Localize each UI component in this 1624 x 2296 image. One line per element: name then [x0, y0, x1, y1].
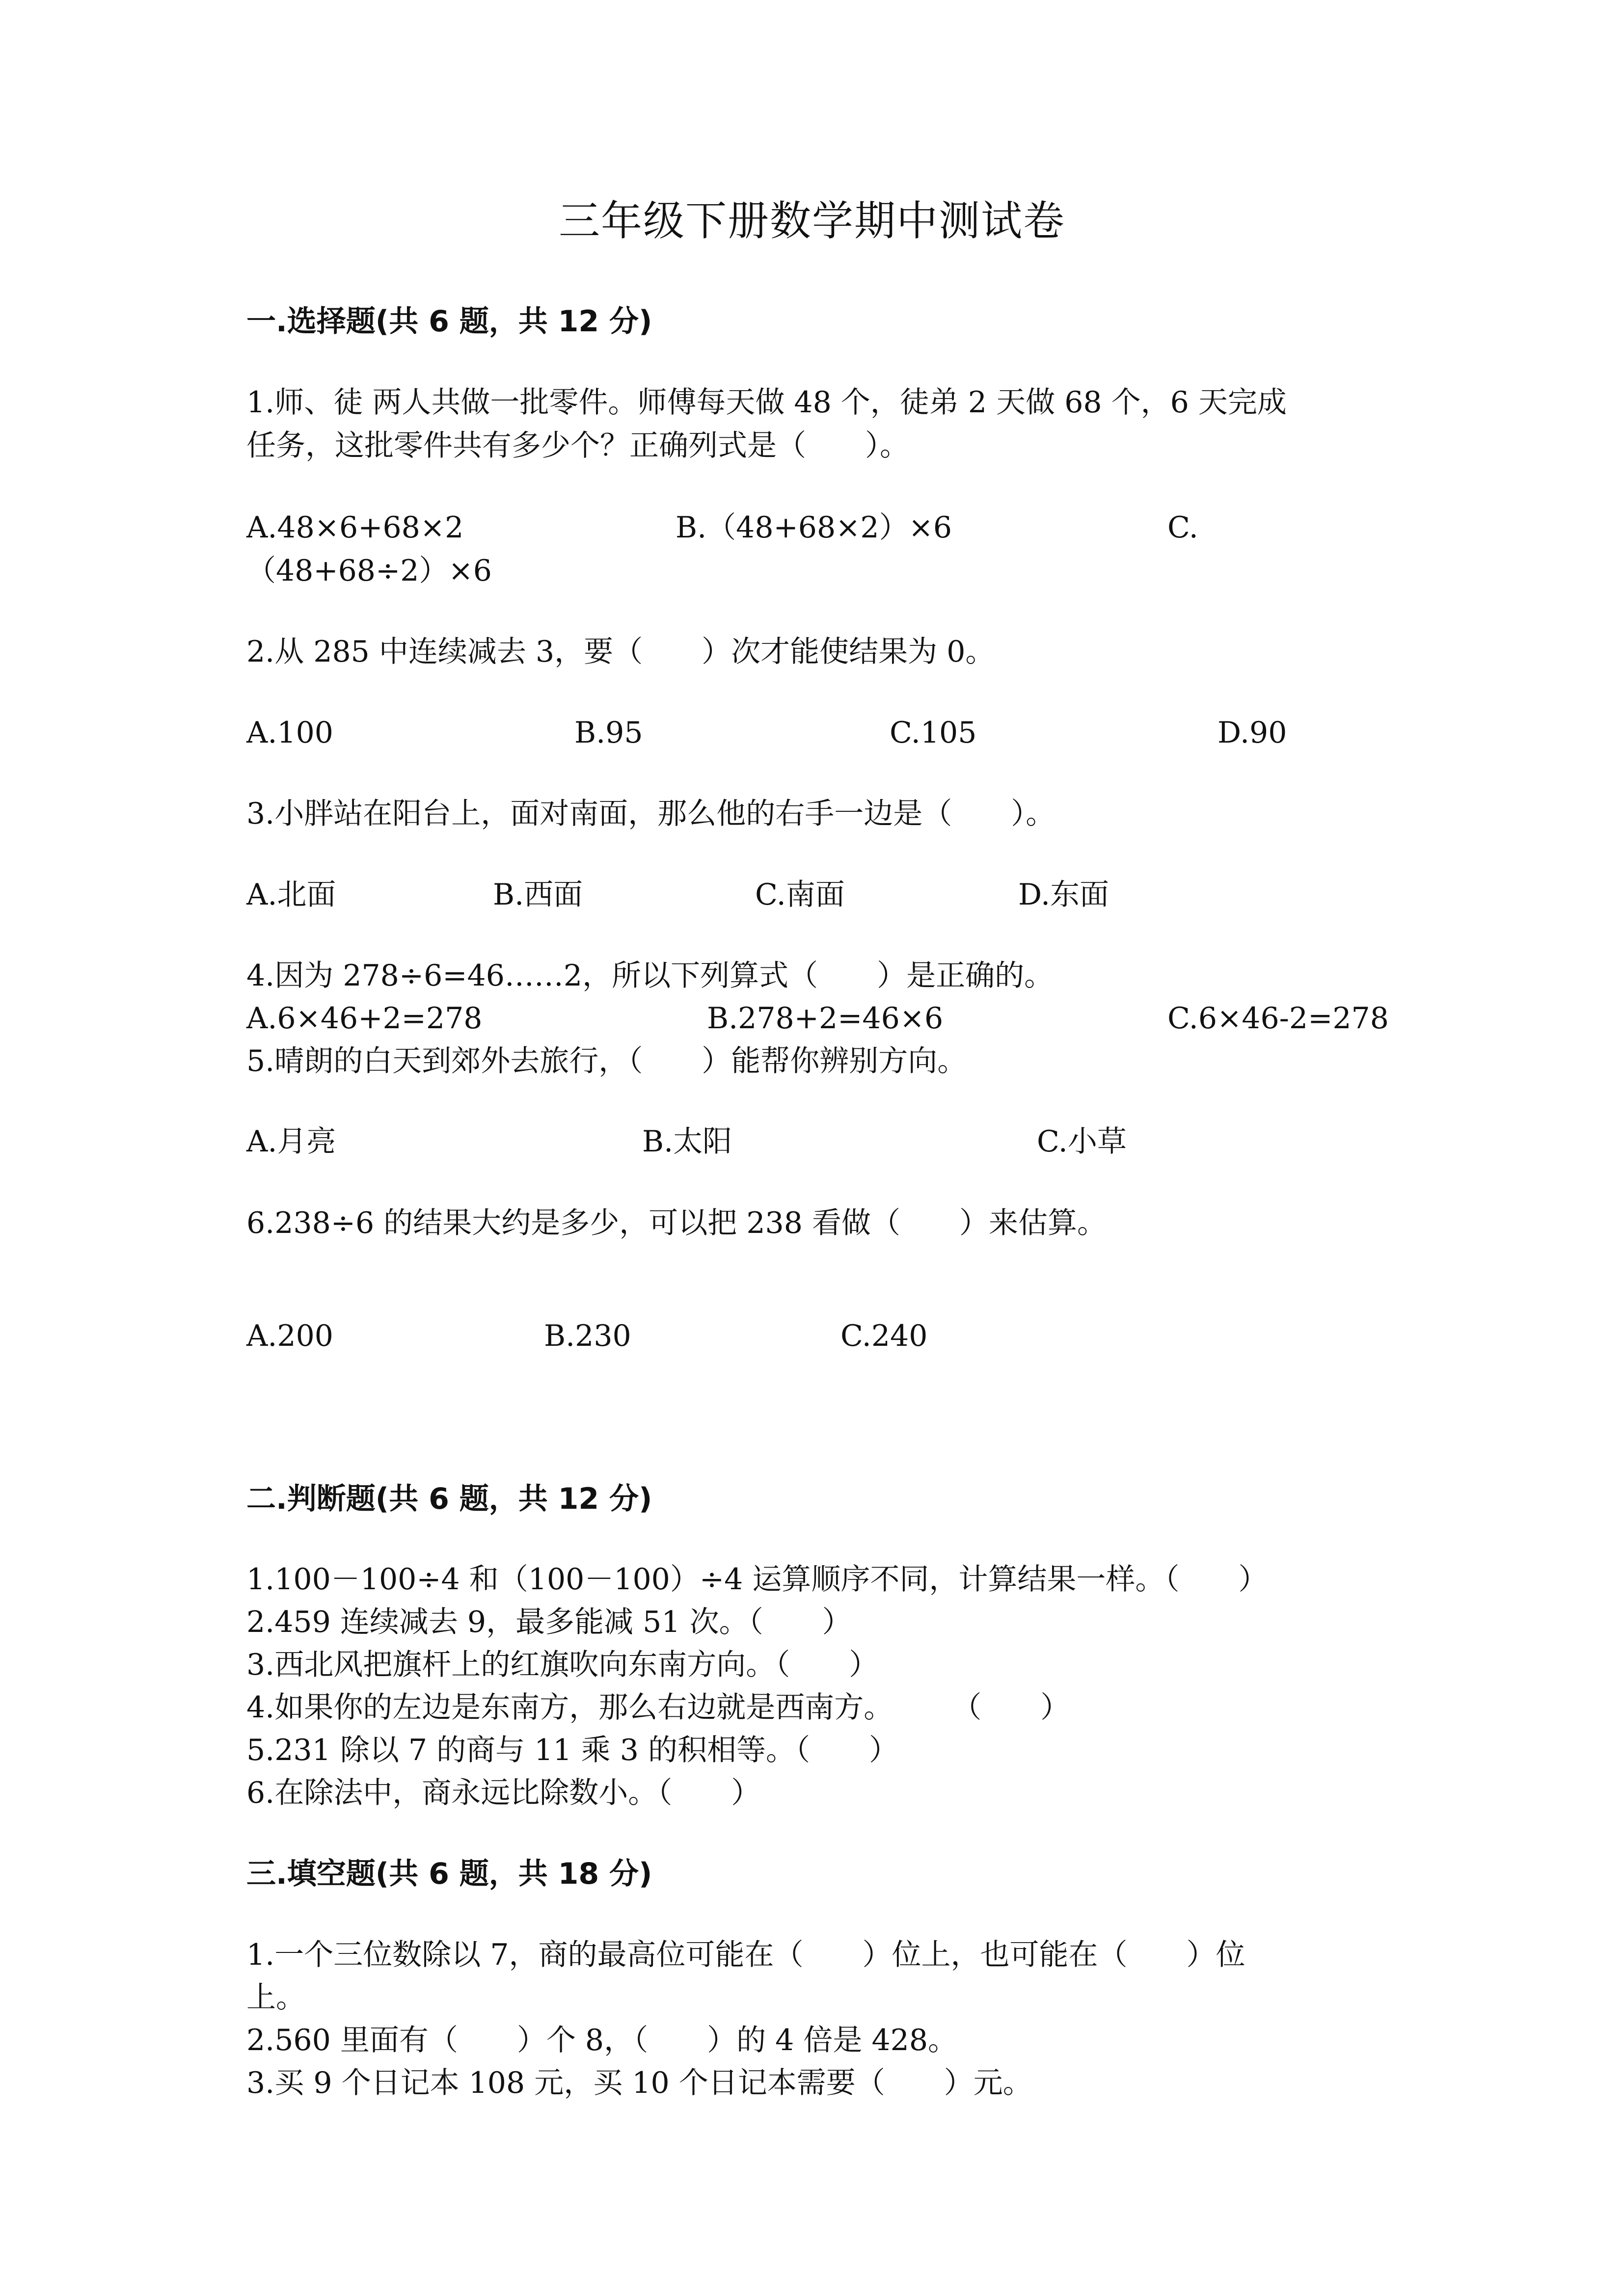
judgement-item-2: 2.459 连续减去 9，最多能减 51 次。（ ） [246, 1605, 852, 1639]
question-6: 6.238÷6 的结果大约是多少，可以把 238 看做（ ）来估算。 [246, 1206, 1107, 1240]
question-1-line-2: 任务，这批零件共有多少个？正确列式是（ ）。 [246, 428, 909, 463]
question-5-option-a: A.月亮 [246, 1124, 336, 1159]
question-4-option-b: B.278+2=46×6 [707, 1001, 944, 1036]
fill-item-2: 2.560 里面有（ ）个 8，（ ）的 4 倍是 428。 [246, 2023, 957, 2057]
question-5-option-c: C.小草 [1037, 1124, 1127, 1159]
question-3-option-d: D.东面 [1018, 878, 1110, 912]
question-6-option-c: C.240 [840, 1319, 928, 1353]
question-5: 5.晴朗的白天到郊外去旅行，（ ）能帮你辨别方向。 [246, 1044, 967, 1078]
question-4: 4.因为 278÷6=46……2，所以下列算式（ ）是正确的。 [246, 959, 1054, 993]
question-1-option-a: A.48×6+68×2 [246, 510, 464, 545]
question-2-option-a: A.100 [246, 716, 333, 750]
section-heading-choice: 一.选择题(共 6 题，共 12 分) [246, 304, 652, 339]
question-2-option-b: B.95 [574, 716, 643, 750]
question-4-option-c: C.6×46-2=278 [1167, 1001, 1389, 1036]
fill-item-1-line-1: 1.一个三位数除以 7，商的最高位可能在（ ）位上，也可能在（ ）位 [246, 1938, 1245, 1972]
fill-item-1-line-2: 上。 [246, 1980, 305, 2015]
question-3-option-b: B.西面 [493, 878, 583, 912]
question-6-option-b: B.230 [544, 1319, 631, 1353]
question-2: 2.从 285 中连续减去 3，要（ ）次才能使结果为 0。 [246, 635, 995, 669]
judgement-item-5: 5.231 除以 7 的商与 11 乘 3 的积相等。（ ） [246, 1733, 898, 1767]
question-3-option-a: A.北面 [246, 878, 336, 912]
section-heading-fill-in: 三.填空题(共 6 题，共 18 分) [246, 1857, 652, 1891]
question-4-option-a: A.6×46+2=278 [246, 1001, 483, 1036]
question-6-option-a: A.200 [246, 1319, 333, 1353]
question-1-option-c-continued: （48+68÷2）×6 [246, 554, 492, 588]
judgement-item-1: 1.100－100÷4 和（100－100）÷4 运算顺序不同，计算结果一样。（ ） [246, 1562, 1268, 1597]
fill-item-3: 3.买 9 个日记本 108 元，买 10 个日记本需要（ ）元。 [246, 2066, 1032, 2100]
question-2-option-c: C.105 [890, 716, 977, 750]
question-3: 3.小胖站在阳台上，面对南面，那么他的右手一边是（ ）。 [246, 797, 1056, 831]
judgement-item-4: 4.如果你的左边是东南方，那么右边就是西南方。 （ ） [246, 1690, 1070, 1725]
question-1-option-c: C. [1167, 510, 1198, 545]
section-heading-judgement: 二.判断题(共 6 题，共 12 分) [246, 1482, 652, 1516]
judgement-item-3: 3.西北风把旗杆上的红旗吹向东南方向。（ ） [246, 1648, 879, 1682]
question-3-option-c: C.南面 [755, 878, 845, 912]
question-5-option-b: B.太阳 [642, 1124, 732, 1159]
question-1-option-b: B.（48+68×2）×6 [676, 510, 952, 545]
page-title: 三年级下册数学期中测试卷 [558, 197, 1065, 245]
question-2-option-d: D.90 [1218, 716, 1287, 750]
question-1-line-1: 1.师、徒 两人共做一批零件。师傅每天做 48 个，徒弟 2 天做 68 个，6 天完成 [246, 385, 1287, 420]
judgement-item-6: 6.在除法中，商永远比除数小。（ ） [246, 1776, 761, 1810]
